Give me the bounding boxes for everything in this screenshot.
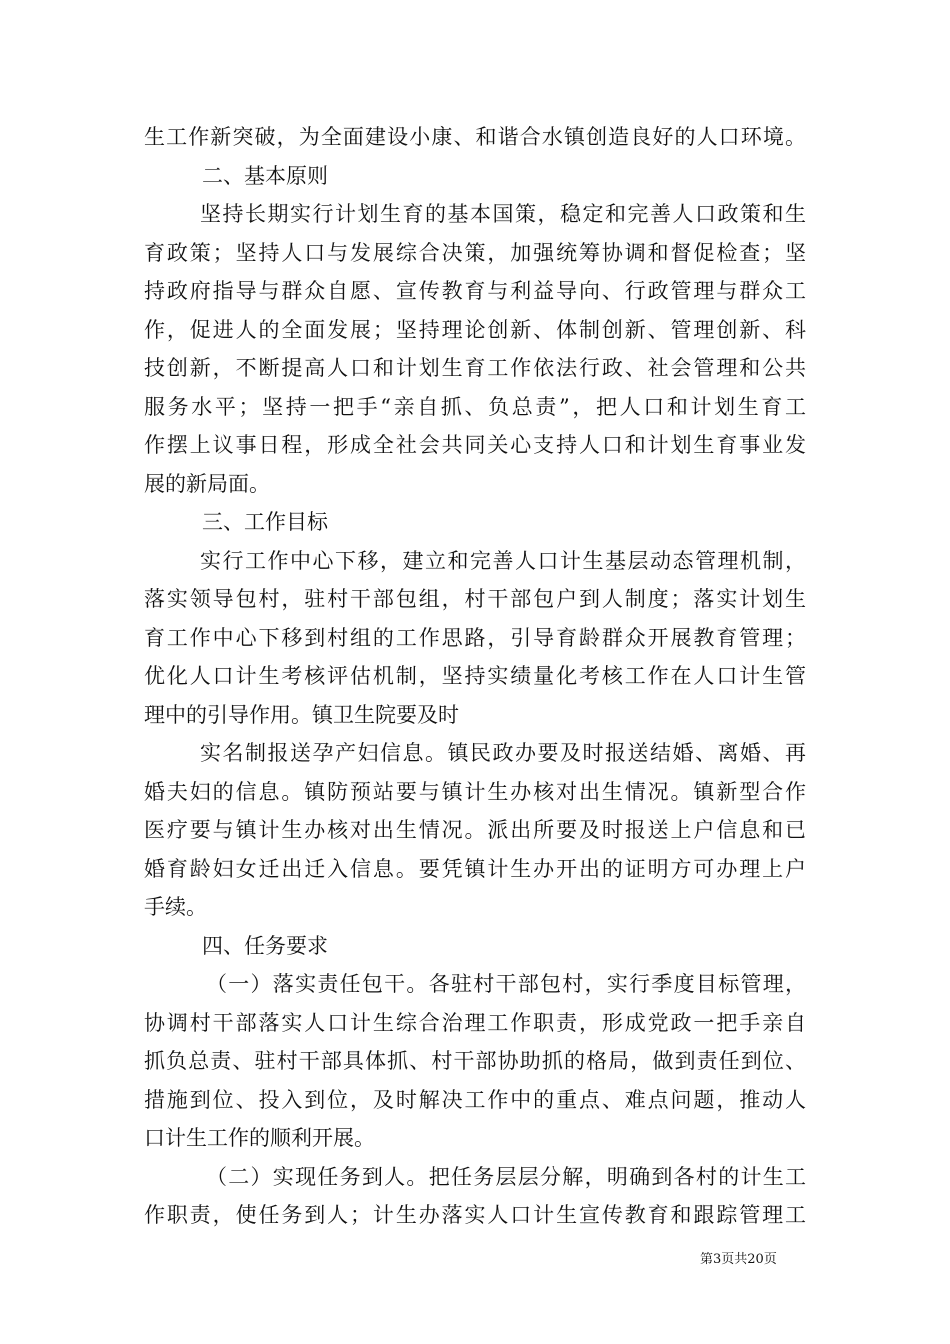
text-line: 技创新，不断提高人口和计划生育工作依法行政、社会管理和公共 xyxy=(144,356,806,380)
document-body xyxy=(144,118,806,1235)
text-line: 措施到位、投入到位，及时解决工作中的重点、难点问题，推动人 xyxy=(144,1087,806,1112)
text-line: 协调村干部落实人口计生综合治理工作职责，形成党政一把手亲自 xyxy=(144,1010,806,1035)
page-number: 第3页共20页 xyxy=(700,1252,777,1267)
text-line: 生工作新突破，为全面建设小康、和谐合水镇创造良好的人口环境。 xyxy=(144,125,806,149)
text-line: 手续。 xyxy=(144,895,207,919)
text-line: 持政府指导与群众自愿、宣传教育与利益导向、行政管理与群众工 xyxy=(144,279,806,303)
text-line: 育政策；坚持人口与发展综合决策，加强统筹协调和督促检查；坚 xyxy=(144,240,806,265)
text-line: （一）落实责任包干。各驻村干部包村，实行季度目标管理， xyxy=(206,972,806,996)
text-line: 展的新局面。 xyxy=(144,471,270,496)
text-line: 育工作中心下移到村组的工作思路，引导育龄群众开展教育管理； xyxy=(144,625,806,650)
text-line: 婚育龄妇女迁出迁入信息。要凭镇计生办开出的证明方可办理上户 xyxy=(144,856,806,881)
text-line: 坚持长期实行计划生育的基本国策，稳定和完善人口政策和生 xyxy=(200,202,806,226)
section-heading: 三、工作目标 xyxy=(202,510,328,534)
text-line: 实名制报送孕产妇信息。镇民政办要及时报送结婚、离婚、再 xyxy=(200,741,806,765)
text-line: 婚夫妇的信息。镇防预站要与镇计生办核对出生情况。镇新型合作 xyxy=(144,779,806,804)
text-line: 口计生工作的顺利开展。 xyxy=(144,1126,375,1150)
text-line: 作摆上议事日程，形成全社会共同关心支持人口和计划生育事业发 xyxy=(144,433,806,457)
text-line: 服务水平；坚持一把手“亲自抓、负总责”，把人口和计划生育工 xyxy=(144,394,806,419)
section-heading: 四、任务要求 xyxy=(202,933,328,958)
text-line: 实行工作中心下移，建立和完善人口计生基层动态管理机制， xyxy=(200,548,806,573)
text-line: 抓负总责、驻村干部具体抓、村干部协助抓的格局，做到责任到位、 xyxy=(144,1049,806,1073)
text-line: 作，促进人的全面发展；坚持理论创新、体制创新、管理创新、科 xyxy=(144,317,806,342)
text-line: 医疗要与镇计生办核对出生情况。派出所要及时报送上户信息和已 xyxy=(144,818,806,842)
text-line: 作职责，使任务到人；计生办落实人口计生宣传教育和跟踪管理工 xyxy=(144,1203,806,1227)
text-line: 优化人口计生考核评估机制，坚持实绩量化考核工作在人口计生管 xyxy=(144,664,806,688)
section-heading: 二、基本原则 xyxy=(202,163,328,188)
text-line: 理中的引导作用。镇卫生院要及时 xyxy=(144,702,459,727)
text-line: 落实领导包村，驻村干部包组，村干部包户到人制度；落实计划生 xyxy=(144,587,806,611)
text-line: （二）实现任务到人。把任务层层分解，明确到各村的计生工 xyxy=(206,1164,806,1189)
